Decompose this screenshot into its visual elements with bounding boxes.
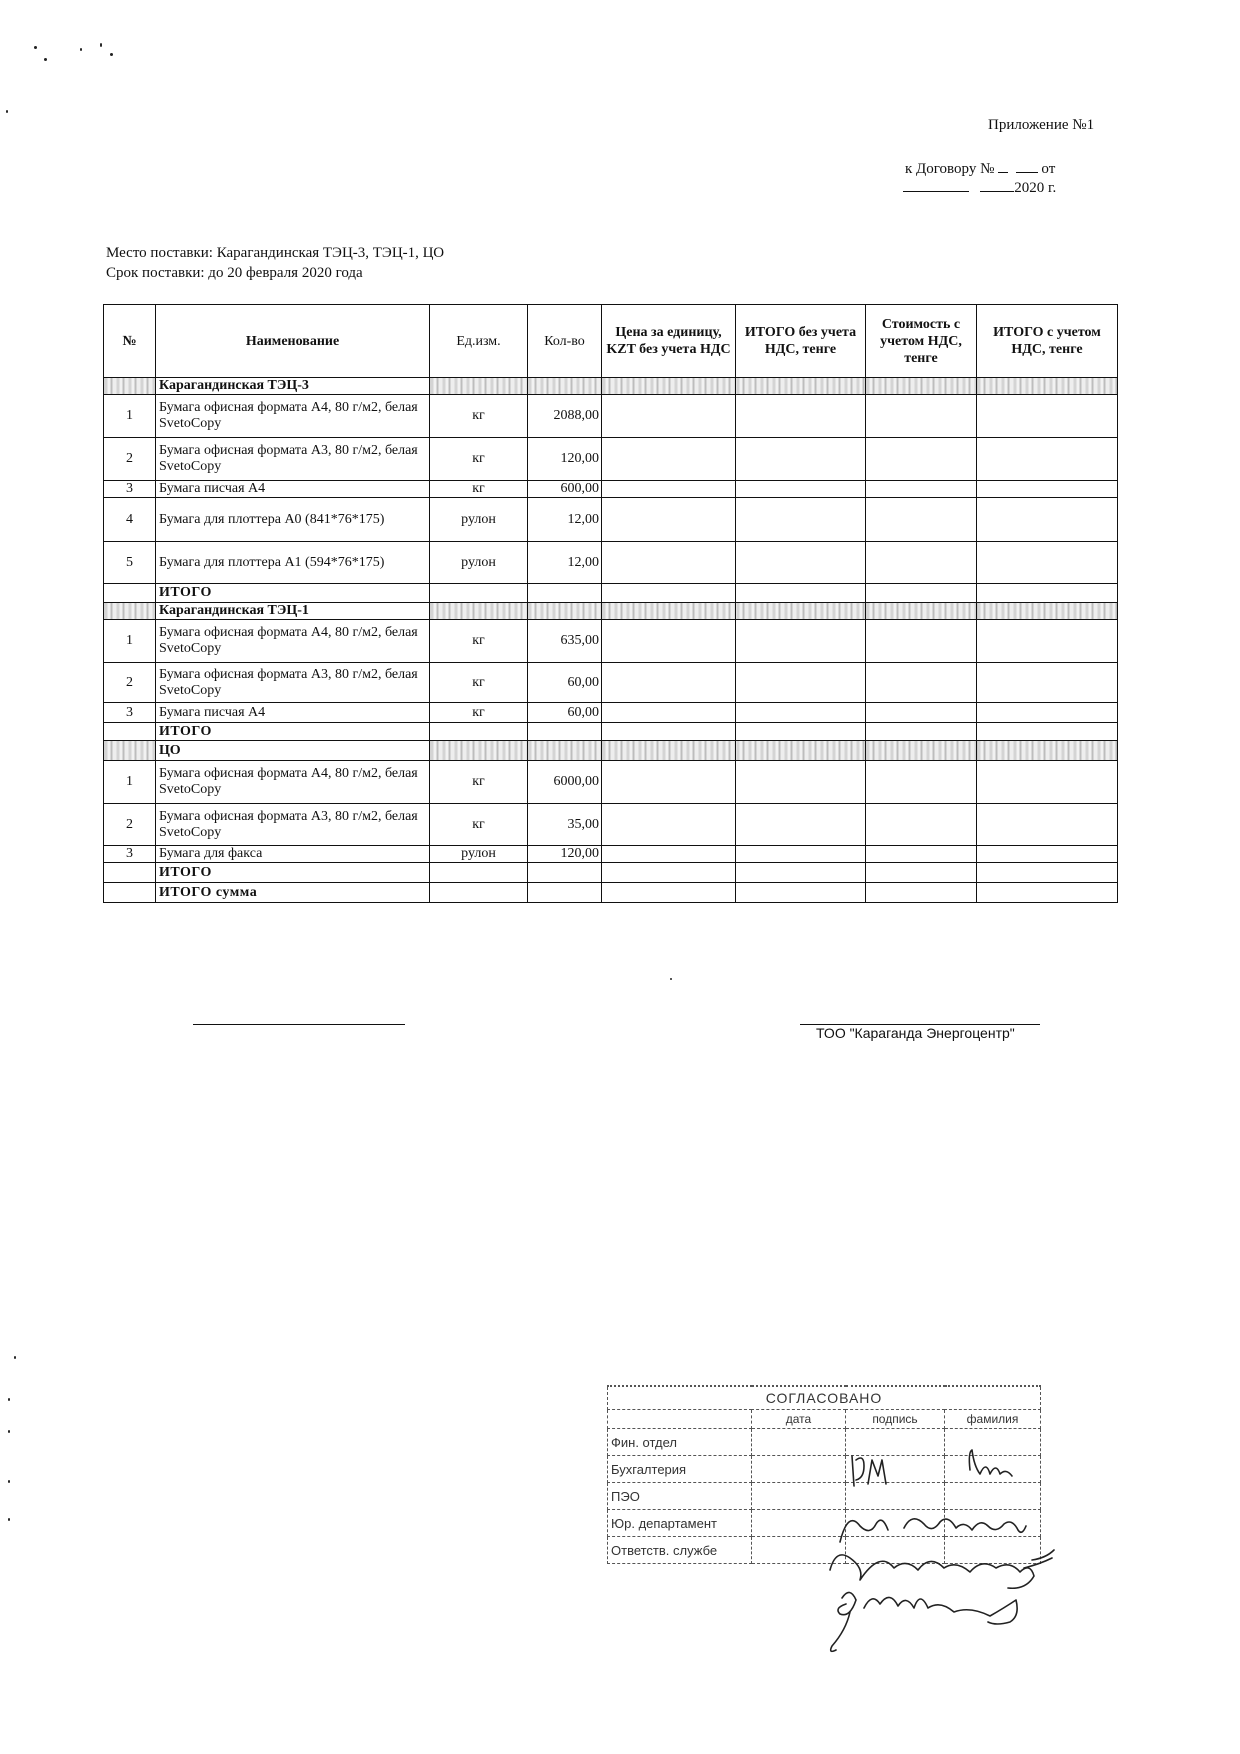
contract-day-blank xyxy=(1016,158,1038,173)
group-row xyxy=(104,741,1118,761)
row-unit: кг xyxy=(430,395,528,438)
table-row xyxy=(104,542,1118,584)
row-unit: рулон xyxy=(430,498,528,542)
delivery-term: Срок поставки: до 20 февраля 2020 года xyxy=(106,265,363,281)
group-title: Карагандинская ТЭЦ-3 xyxy=(156,378,430,395)
signature-fin-surname xyxy=(969,1450,1012,1476)
row-name: Бумага писчая А4 xyxy=(156,481,430,498)
row-unit: кг xyxy=(430,761,528,804)
scan-speck xyxy=(6,110,8,113)
row-unit: кг xyxy=(430,663,528,703)
annex-label: Приложение №1 xyxy=(988,117,1095,133)
row-qty: 35,00 xyxy=(528,804,602,846)
contract-prefix: к Договору № xyxy=(905,161,995,177)
group-total-label: ИТОГО xyxy=(156,723,430,741)
row-num: 2 xyxy=(104,438,156,481)
row-qty: 635,00 xyxy=(528,620,602,663)
row-qty: 2088,00 xyxy=(528,395,602,438)
scan-speck xyxy=(8,1480,10,1483)
table-row xyxy=(104,620,1118,663)
row-qty: 12,00 xyxy=(528,542,602,584)
row-qty: 120,00 xyxy=(528,438,602,481)
approval-col-surname: фамилия xyxy=(945,1410,1041,1429)
row-unit: кг xyxy=(430,703,528,723)
grand-total-label: ИТОГО сумма xyxy=(156,883,430,903)
approval-department: ПЭО xyxy=(608,1483,752,1510)
supplier-company: ТОО "Караганда Энергоцентр" xyxy=(816,1025,1015,1041)
delivery-place: Место поставки: Карагандинская ТЭЦ-3, ТЭЦ-1, ЦО xyxy=(106,245,445,261)
approval-department: Фин. отдел xyxy=(608,1429,752,1456)
col-header-name: Наименование xyxy=(156,305,430,378)
group-title: ЦО xyxy=(156,741,430,761)
row-unit: кг xyxy=(430,804,528,846)
contract-reference xyxy=(905,158,1055,178)
row-num: 3 xyxy=(104,846,156,863)
scan-speck xyxy=(44,58,47,61)
grand-total-row xyxy=(104,883,1118,903)
row-name: Бумага для плоттера А1 (594*76*175) xyxy=(156,542,430,584)
table-row xyxy=(104,395,1118,438)
row-name: Бумага офисная формата А3, 80 г/м2, белая SvetoCopy xyxy=(156,663,430,703)
table-row xyxy=(104,438,1118,481)
row-num: 1 xyxy=(104,395,156,438)
row-num: 3 xyxy=(104,703,156,723)
contract-year: 2020 г. xyxy=(1014,180,1057,196)
contract-from: от xyxy=(1041,161,1056,177)
row-num: 1 xyxy=(104,761,156,804)
row-qty: 120,00 xyxy=(528,846,602,863)
row-name: Бумага офисная формата А4, 80 г/м2, белая SvetoCopy xyxy=(156,620,430,663)
signature-responsible xyxy=(838,1592,1017,1624)
scan-speck xyxy=(14,1356,16,1359)
signature-fin-initials xyxy=(852,1456,886,1486)
group-total-row xyxy=(104,863,1118,883)
scan-speck xyxy=(34,46,37,49)
group-total-row xyxy=(104,723,1118,741)
row-name: Бумага офисная формата А3, 80 г/м2, белая SvetoCopy xyxy=(156,438,430,481)
approval-department: Юр. департамент xyxy=(608,1510,752,1537)
contract-number-blank xyxy=(998,158,1008,173)
contract-month-blank xyxy=(903,177,969,192)
signature-peo xyxy=(840,1519,1026,1542)
handwritten-signatures xyxy=(820,1440,1070,1660)
group-total-label: ИТОГО xyxy=(156,584,430,603)
table-row xyxy=(104,498,1118,542)
table-row xyxy=(104,663,1118,703)
approval-col-signature: подпись xyxy=(846,1410,945,1429)
approval-department: Ответств. службе xyxy=(608,1537,752,1564)
col-header-unit: Ед.изм. xyxy=(430,305,528,378)
row-name: Бумага для плоттера А0 (841*76*175) xyxy=(156,498,430,542)
contract-date xyxy=(903,177,1056,197)
approval-col-date: дата xyxy=(752,1410,846,1429)
row-name: Бумага офисная формата А4, 80 г/м2, белая SvetoCopy xyxy=(156,761,430,804)
signature-legal xyxy=(830,1555,1034,1588)
table-row xyxy=(104,703,1118,723)
row-num: 3 xyxy=(104,481,156,498)
scan-speck xyxy=(8,1518,10,1521)
specification-table xyxy=(103,304,1118,903)
scan-speck xyxy=(8,1430,10,1433)
row-unit: кг xyxy=(430,620,528,663)
row-qty: 12,00 xyxy=(528,498,602,542)
col-header-qty: Кол-во xyxy=(528,305,602,378)
group-row xyxy=(104,603,1118,620)
approval-title: СОГЛАСОВАНО xyxy=(608,1386,1041,1410)
col-header-total-vat: ИТОГО с учетом НДС, тенге xyxy=(977,305,1118,378)
row-name: Бумага офисная формата А3, 80 г/м2, белая SvetoCopy xyxy=(156,804,430,846)
col-header-total-no-vat: ИТОГО без учета НДС, тенге xyxy=(736,305,866,378)
col-header-cost-vat: Стоимость с учетом НДС, тенге xyxy=(866,305,977,378)
row-num: 2 xyxy=(104,663,156,703)
row-name: Бумага для факса xyxy=(156,846,430,863)
col-header-num: № xyxy=(104,305,156,378)
group-total-row xyxy=(104,584,1118,603)
row-num: 5 xyxy=(104,542,156,584)
group-title: Карагандинская ТЭЦ-1 xyxy=(156,603,430,620)
row-num: 2 xyxy=(104,804,156,846)
row-unit: рулон xyxy=(430,846,528,863)
approval-department: Бухгалтерия xyxy=(608,1456,752,1483)
row-qty: 60,00 xyxy=(528,703,602,723)
table-row xyxy=(104,804,1118,846)
buyer-signature-line xyxy=(193,1024,405,1025)
row-unit: кг xyxy=(430,481,528,498)
row-qty: 60,00 xyxy=(528,663,602,703)
scan-speck xyxy=(100,43,102,47)
delivery-info xyxy=(106,243,444,283)
table-header-row xyxy=(104,305,1118,378)
table-row xyxy=(104,846,1118,863)
group-total-label: ИТОГО xyxy=(156,863,430,883)
row-name: Бумага офисная формата А4, 80 г/м2, белая SvetoCopy xyxy=(156,395,430,438)
row-num: 4 xyxy=(104,498,156,542)
scan-speck xyxy=(670,978,672,980)
scan-speck xyxy=(110,53,113,56)
row-qty: 6000,00 xyxy=(528,761,602,804)
row-qty: 600,00 xyxy=(528,481,602,498)
row-num: 1 xyxy=(104,620,156,663)
row-name: Бумага писчая А4 xyxy=(156,703,430,723)
row-unit: кг xyxy=(430,438,528,481)
table-row xyxy=(104,761,1118,804)
table-row xyxy=(104,481,1118,498)
group-row xyxy=(104,378,1118,395)
scan-speck xyxy=(8,1398,10,1401)
signature-flourish xyxy=(831,1550,1054,1651)
col-header-price: Цена за единицу, KZT без учета НДС xyxy=(602,305,736,378)
row-unit: рулон xyxy=(430,542,528,584)
contract-year-blank xyxy=(980,177,1014,192)
scan-speck xyxy=(80,48,82,51)
